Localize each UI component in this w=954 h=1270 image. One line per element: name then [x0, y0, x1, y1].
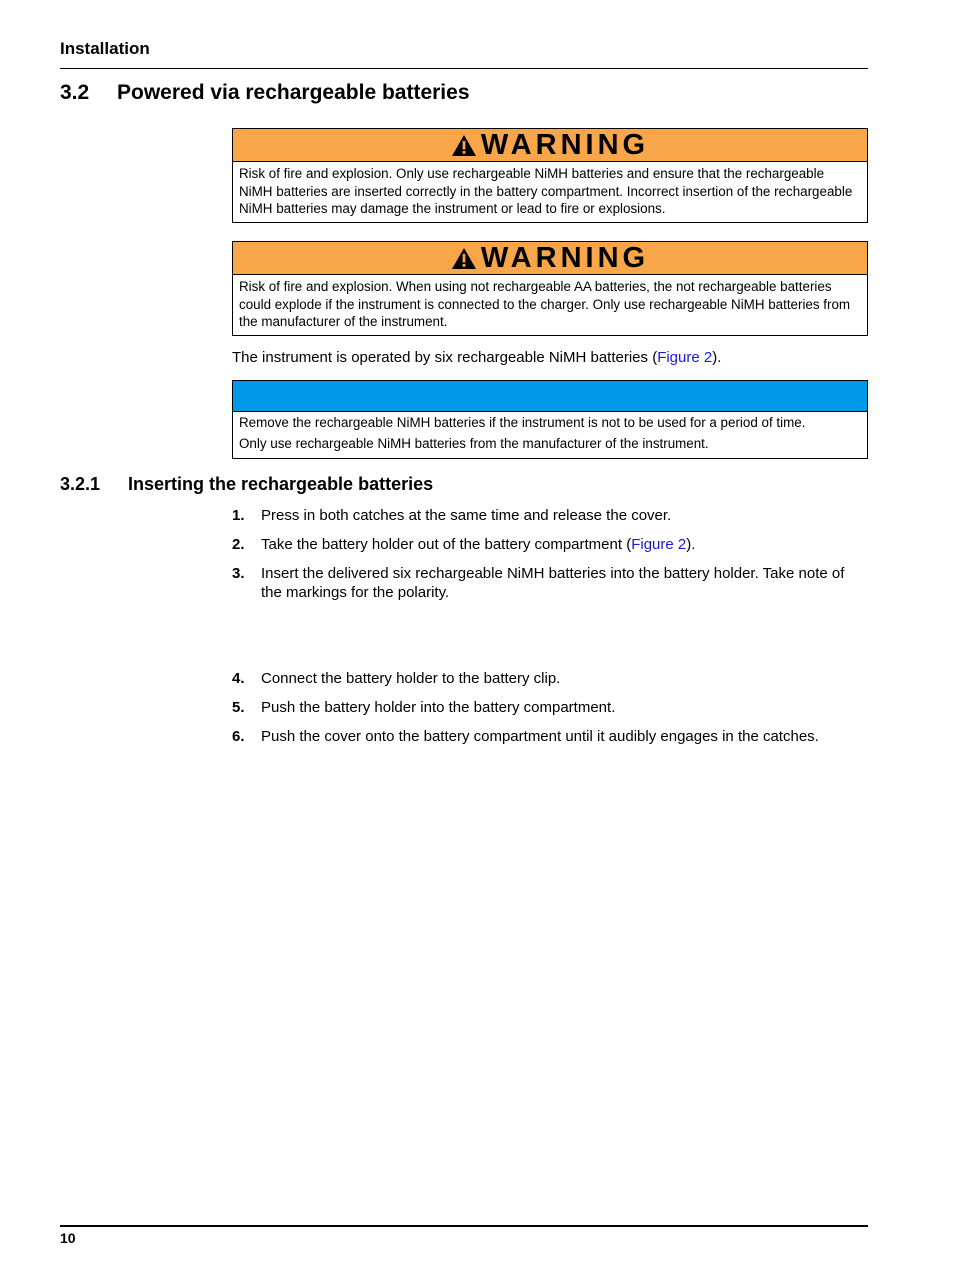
- header-divider: [60, 68, 868, 69]
- warning-text: Risk of fire and explosion. When using not rechargeable AA batteries, the not rechargeable batteries could explode if the instrument is connected to the charger. Only use rechargeable NiMH batteries from the manufacturer of the instrument.: [239, 279, 851, 330]
- subsection-title: Inserting the rechargeable batteries: [128, 474, 434, 494]
- subsection-heading: [60, 474, 433, 495]
- subsection-number: 3.2.1: [60, 474, 101, 494]
- step-number: 4.: [232, 670, 245, 687]
- step-3: [232, 564, 868, 602]
- section-title: Powered via rechargeable batteries: [117, 81, 470, 104]
- step-4: [232, 669, 868, 688]
- step-text: Take the battery holder out of the battery compartment (Figure 2).: [261, 536, 696, 553]
- notice-box: [232, 380, 868, 459]
- step-6: [232, 727, 868, 746]
- step-1: [232, 506, 868, 525]
- step-number: 5.: [232, 699, 245, 716]
- step-2: [232, 535, 868, 554]
- notice-line-1: Remove the rechargeable NiMH batteries if the instrument is not to be used for a period of time.: [239, 415, 806, 430]
- step-text: Connect the battery holder to the battery clip.: [261, 670, 561, 687]
- figure-2-link[interactable]: Figure 2: [657, 349, 713, 366]
- page-header-title: Installation: [60, 39, 150, 58]
- step-number: 3.: [232, 565, 245, 582]
- warning-box-non-rechargeable: [232, 241, 868, 336]
- warning-label: WARNING: [480, 241, 650, 274]
- warning-label: WARNING: [480, 128, 650, 161]
- intro-paragraph: The instrument is operated by six rechargeable NiMH batteries (Figure 2).: [232, 349, 722, 366]
- warning-triangle-icon: [451, 247, 477, 270]
- step-text: Push the cover onto the battery compartment until it audibly engages in the catches.: [261, 728, 819, 745]
- warning-banner: [233, 242, 867, 275]
- warning-text: Risk of fire and explosion. Only use rechargeable NiMH batteries and ensure that the rechargeable NiMH batteries are inserted correctly in the battery compartment. Incorrect insertion of the rechargeable NiMH batteries may damage the instrument or lead to fire or explosions.: [239, 166, 853, 217]
- page-number: 10: [60, 1230, 76, 1246]
- step-5: [232, 698, 868, 717]
- notice-banner: [233, 381, 867, 412]
- step-text: Push the battery holder into the battery compartment.: [261, 699, 616, 716]
- step-number: 6.: [232, 728, 245, 745]
- warning-box-fire-explosion: [232, 128, 868, 223]
- section-heading: [60, 81, 470, 105]
- warning-banner: [233, 129, 867, 162]
- warning-triangle-icon: [451, 134, 477, 157]
- notice-line-2: Only use rechargeable NiMH batteries from the manufacturer of the instrument.: [239, 436, 709, 451]
- step-number: 2.: [232, 536, 245, 553]
- section-number: 3.2: [60, 81, 90, 104]
- figure-2-link[interactable]: Figure 2: [631, 536, 687, 553]
- step-text: Press in both catches at the same time and release the cover.: [261, 507, 672, 524]
- footer-divider: [60, 1225, 868, 1227]
- step-text: Insert the delivered six rechargeable NiMH batteries into the battery holder. Take note of the markings for the polarity.: [261, 565, 845, 601]
- step-number: 1.: [232, 507, 245, 524]
